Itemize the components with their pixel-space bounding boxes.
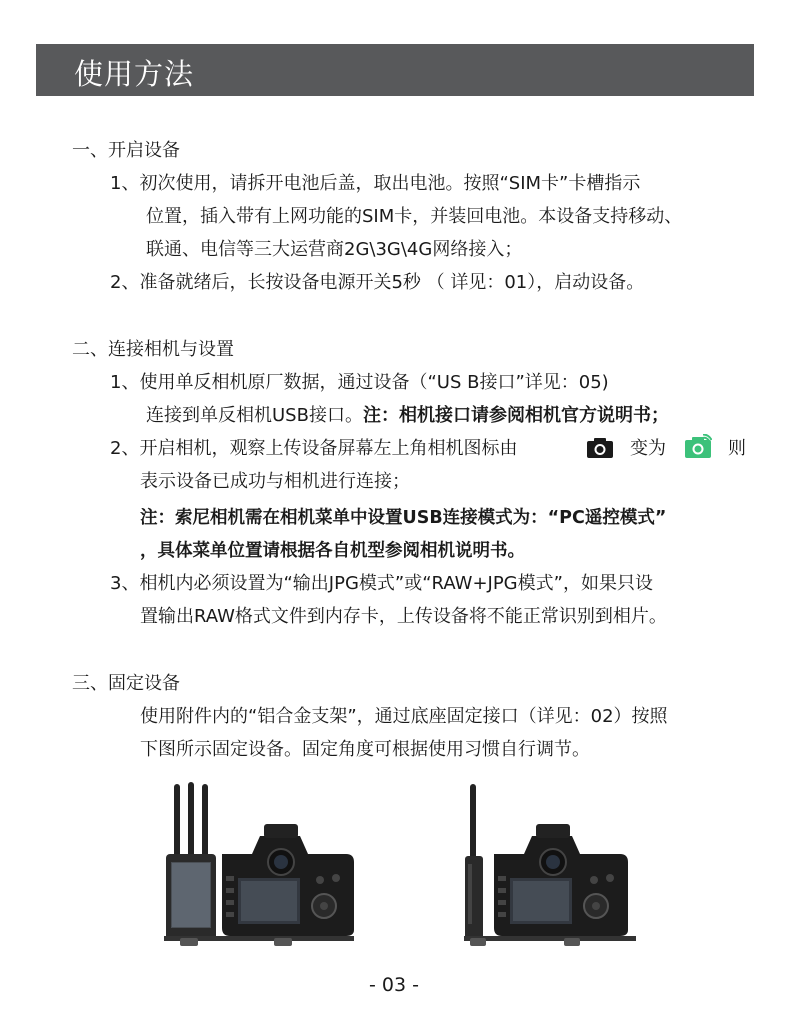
section-heading-connect-camera: 二、连接相机与设置 (72, 339, 234, 360)
step-text: 联通、电信等三大运营商2G\3G\4G网络接入； (146, 239, 523, 260)
camera-connected-icon (684, 434, 712, 459)
step-text: 1、使用单反相机原厂数据，通过设备（“US B接口”详见：05) (110, 372, 609, 393)
step-text: 位置，插入带有上网功能的SIM卡，并装回电池。本设备支持移动、 (146, 206, 683, 227)
camera-icon (586, 437, 614, 459)
section-heading-open-device: 一、开启设备 (72, 140, 180, 161)
step-text: 2、准备就绪后，长按设备电源开关5秒 （ 详见：01），启动设备。 (110, 272, 645, 293)
step-text-normal: 连接到单反相机USB接口。 (146, 405, 363, 426)
step-text: 变为 (630, 438, 666, 459)
step-text: 表示设备已成功与相机进行连接； (140, 471, 410, 492)
step-text: 3、相机内必须设置为“输出JPG模式”或“RAW+JPG模式”，如果只设 (110, 573, 653, 594)
step-text: 则 (728, 438, 746, 459)
step-text: 置输出RAW格式文件到内存卡，上传设备将不能正常识别到相片。 (140, 606, 667, 627)
step-text (146, 404, 669, 428)
step-text: 2、开启相机，观察上传设备屏幕左上角相机图标由 (110, 438, 518, 459)
section-title-bar (36, 44, 754, 96)
section-heading-mount-device: 三、固定设备 (72, 673, 180, 694)
device-mounted-side-photo (460, 780, 640, 950)
device-mounted-front-photo (160, 780, 360, 950)
step-note-bold: 注：相机接口请参阅相机官方说明书； (362, 405, 669, 426)
step-text: 1、初次使用，请拆开电池后盖，取出电池。按照“SIM卡”卡槽指示 (110, 173, 641, 194)
sony-note: 注：索尼相机需在相机菜单中设置USB连接模式为：“PC遥控模式” (140, 508, 667, 528)
page-number: - 03 - (369, 974, 419, 996)
step-text: 使用附件内的“铝合金支架”，通过底座固定接口（详见：02）按照 (140, 706, 668, 727)
page-title: 使用方法 (74, 57, 195, 91)
step-text: 下图所示固定设备。固定角度可根据使用习惯自行调节。 (140, 739, 590, 760)
sony-note: ，具体菜单位置请根据各自机型参阅相机说明书。 (140, 541, 525, 561)
